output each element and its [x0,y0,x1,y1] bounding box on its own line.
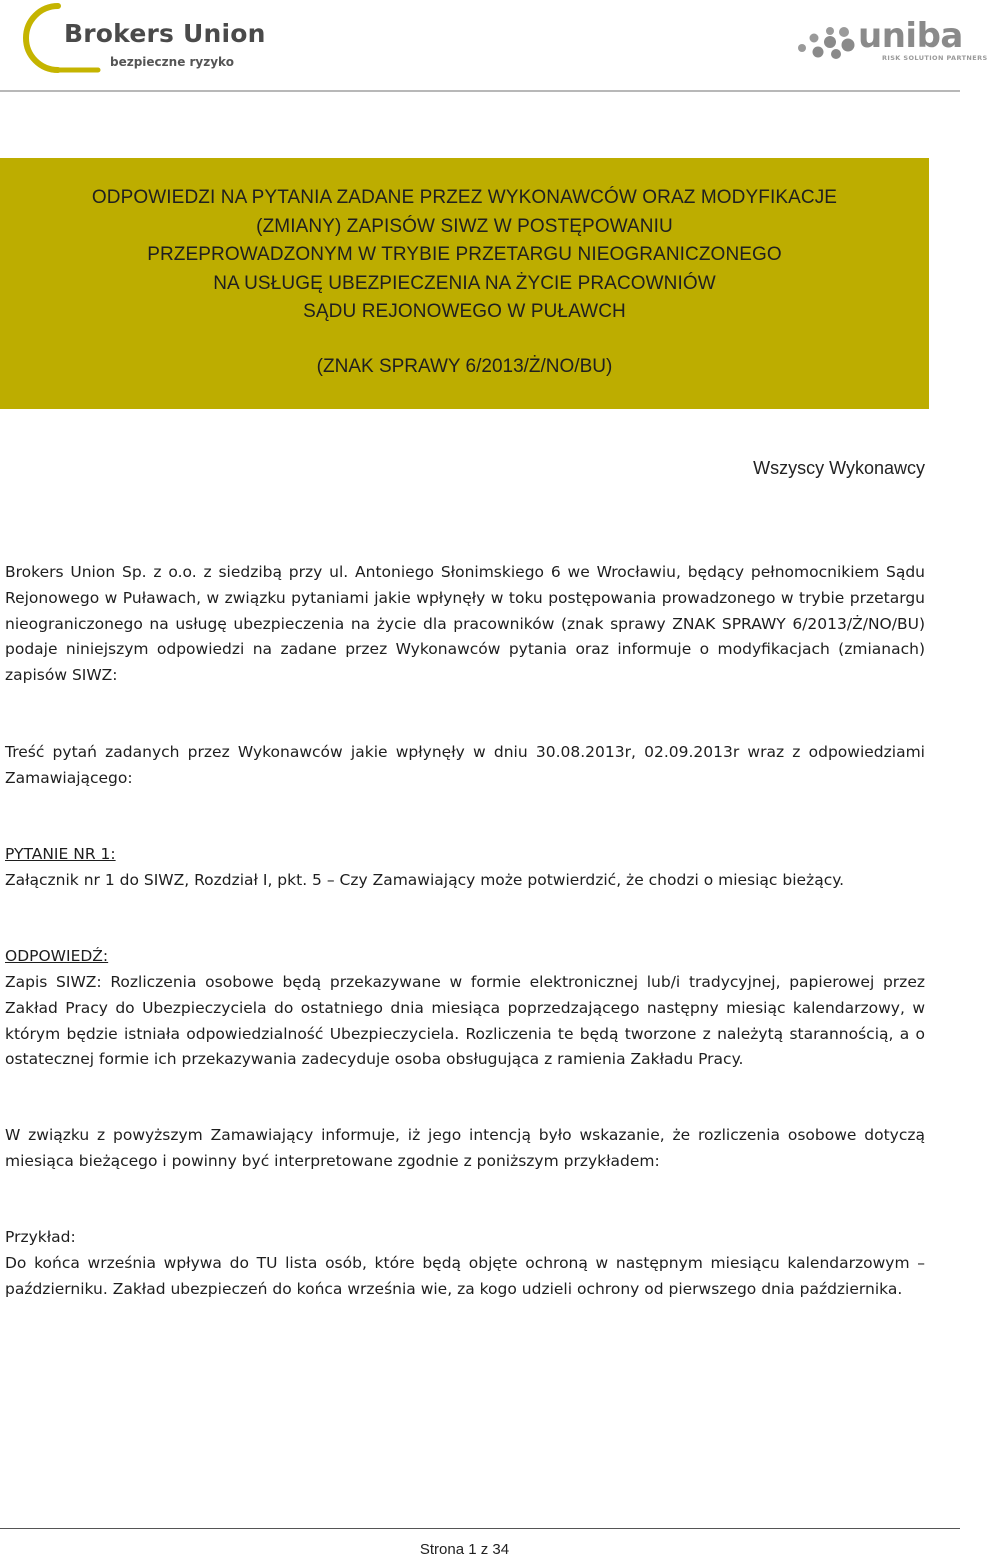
example-heading: Przykład: [5,1228,76,1246]
uniba-tagline: RISK SOLUTION PARTNERS [882,54,988,62]
header-divider [0,90,960,92]
title-line: (ZMIANY) ZAPISÓW SIWZ W POSTĘPOWANIU [256,215,673,237]
brokers-union-name: Brokers Union [64,19,266,48]
title-box [0,158,929,409]
document-title [0,184,929,327]
title-line: SĄDU REJONOWEGO W PUŁAWCH [303,301,626,322]
title-line: NA USŁUGĘ UBEZPIECZENIA NA ŻYCIE PRACOWNIÓW [213,272,716,294]
brokers-union-tagline: bezpieczne ryzyko [110,55,234,69]
question-heading: PYTANIE NR 1: [5,845,116,863]
footer-divider [0,1528,960,1529]
questions-intro: Treść pytań zadanych przez Wykonawców jakie wpłynęły w dniu 30.08.2013r, 02.09.2013r wraz z odpowiedziami Zamawiającego: [5,743,925,787]
addressee: Wszyscy Wykonawcy [753,458,925,478]
answer-clarification: W związku z powyższym Zamawiający informuje, iż jego intencją było wskazanie, że rozliczenia osobowe dotyczą miesiąca bieżącego i powinny być interpretowane zgodnie z poniższym przykładem: [5,1126,925,1170]
uniba-dots-icon [796,26,858,60]
title-line: ODPOWIEDZI NA PYTANIA ZADANE PRZEZ WYKONAWCÓW ORAZ MODYFIKACJE [91,187,838,208]
answer-text: Zapis SIWZ: Rozliczenia osobowe będą przekazywane w formie elektronicznej lub/i tradycyjnej, papierowej przez Zakład Pracy do Ubezpieczyciela do ostatniego dnia miesiąca poprzedzającego następny miesiąc kalendarzowy, w którym będzie istniała odpowiedzialność Ubezpieczyciela. Rozliczenia te będą tworzone z należytą starannością, a o ostatecznej formie ich przekazywania zadecyduje osoba obsługująca z ramienia Zakładu Pracy. [5,973,925,1069]
question-text: Załącznik nr 1 do SIWZ, Rozdział I, pkt. 5 – Czy Zamawiający może potwierdzić, że chodzi o miesiąc bieżący. [5,871,845,889]
answer-heading: ODPOWIEDŹ: [5,947,109,965]
uniba-logo [796,16,988,68]
uniba-name: uniba [858,16,963,56]
intro-paragraph: Brokers Union Sp. z o.o. z siedzibą przy ul. Antoniego Słonimskiego 6 we Wrocławiu, będący pełnomocnikiem Sądu Rejonowego w Puławach, w związku pytaniami jakie wpłynęły w toku postępowania prowadzonego w trybie przetargu nieograniczonego na usługę ubezpieczenia na życie dla pracowników (znak sprawy ZNAK SPRAWY 6/2013/Ż/NO/BU) podaje niniejszym odpowiedzi na zadane przez Wykonawców pytania oraz informuje o modyfikacjach (zmianach) zapisów SIWZ: [5,563,925,685]
page-header [0,0,988,92]
page-number: Strona 1 z 34 [419,1541,510,1558]
title-line: PRZEPROWADZONYM W TRYBIE PRZETARGU NIEOGRANICZONEGO [147,244,782,265]
brokers-union-logo [28,0,298,80]
case-reference: (ZNAK SPRAWY 6/2013/Ż/NO/BU) [316,356,613,377]
example-text: Do końca września wpływa do TU lista osób, które będą objęte ochroną w następnym miesiącu kalendarzowym – październiku. Zakład ubezpieczeń do końca września wie, za kogo udzieli ochrony od pierwszego dnia października. [5,1254,925,1298]
